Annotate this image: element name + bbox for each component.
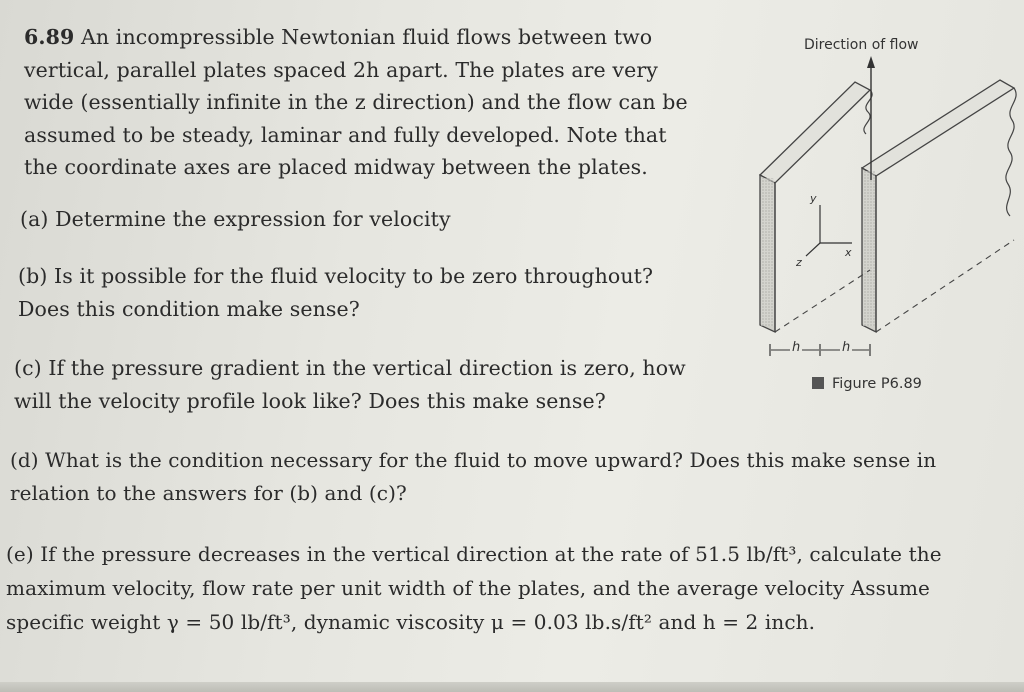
part-b-line-2: Does this condition make sense? [18,296,360,321]
flow-arrow-head [867,56,875,68]
right-plate [862,80,1014,332]
right-plate-edge [863,171,875,326]
figure-caption [812,376,922,392]
intro-line-4: assumed to be steady, laminar and fully developed. Note that [24,122,667,147]
part-a-text: (a) Determine the expression for velocity [20,207,451,231]
dim-label-left-h: h [792,340,801,355]
part-b-line-1: (b) Is it possible for the fluid velocity to be zero throughout? [18,264,654,288]
intro-line-2: vertical, parallel plates spaced 2h apart. The plates are very [24,57,658,82]
intro-line-1: 6.89 An incompressible Newtonian fluid flows between two [24,25,653,49]
direction-of-flow-label: Direction of flow [804,37,919,53]
part-c-line-1: (c) If the pressure gradient in the vertical direction is zero, how [14,356,686,380]
figure-caption-text: Figure P6.89 [832,376,922,392]
right-plate-break [1006,88,1016,216]
left-plate-hidden-edge [775,270,870,332]
part-e-line-2: maximum velocity, flow rate per unit width of the plates, and the average velocity Assume [6,576,930,600]
part-c-line-2: will the velocity profile look like? Does this make sense? [14,388,606,413]
part-e-line-1: (e) If the pressure decreases in the vertical direction at the rate of 51.5 lb/ft³, calculate the [6,542,942,566]
left-plate-edge [761,178,774,326]
axis-label-z: z [796,256,802,269]
axis-label-y: y [810,192,817,205]
part-d-line-2: relation to the answers for (b) and (c)? [10,480,407,505]
axis-label-x: x [845,246,852,259]
part-e-line-3: specific weight γ = 50 lb/ft³, dynamic viscosity μ = 0.03 lb.s/ft² and h = 2 inch. [6,610,816,634]
left-plate [760,82,870,332]
z-axis [806,243,820,256]
intro-line-5: the coordinate axes are placed midway between the plates. [24,155,648,179]
part-d-line-1: (d) What is the condition necessary for the fluid to move upward? Does this make sense in [10,448,937,472]
right-plate-hidden-edge [876,240,1014,332]
caption-square-icon [812,377,824,389]
problem-number: 6.89 [24,25,75,49]
intro-line-3: wide (essentially infinite in the z direction) and the flow can be [24,90,688,114]
page-bottom-edge [0,682,1024,692]
dim-label-right-h: h [842,340,851,355]
